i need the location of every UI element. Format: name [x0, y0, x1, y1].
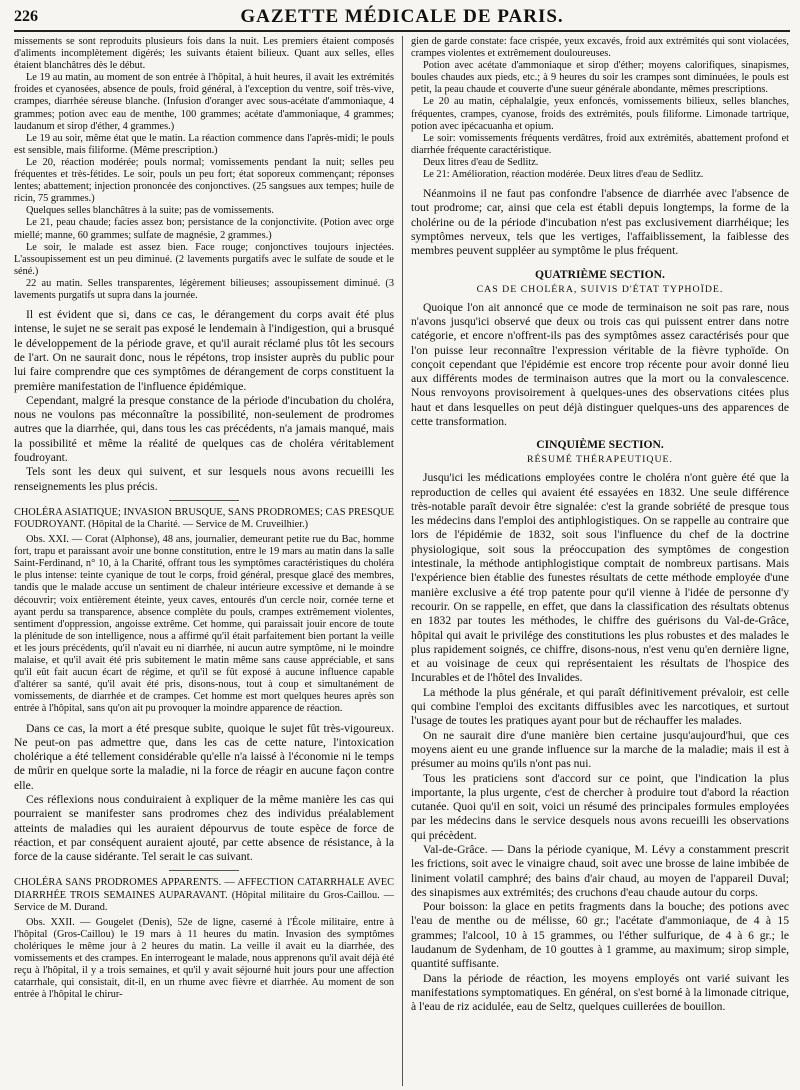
paragraph: Tous les praticiens sont d'accord sur ce point, que l'indication la plus importante, la plus urgente, c'est de chercher à produire tout d'abord la réaction cutanée. Quoi qu'il en soit, voici un résumé des principales formules employées par les médecins dans le service desquels nous avons recueilli les observations qui précèdent. [411, 771, 789, 842]
page-number: 226 [14, 8, 38, 25]
paragraph: Pour boisson: la glace en petits fragments dans la bouche; des potions avec l'eau de menthe ou de mélisse, 60 gr.; l'acétate d'ammoniaque, de 4 à 15 grammes; l'alcool, 10 à 15 grammes, ou l'éther sulfurique, de 4 à 6 gr.; le laudanum de Sydenham, de 10 gouttes à 1 gramme, au maximum; sirop simple, quantité suffisante. [411, 900, 789, 971]
paragraph: Dans ce cas, la mort a été presque subite, quoique le sujet fût très-vigoureux. Ne peut-on pas admettre que, dans les cas de cette nature, l'intoxication cholérique a été tellement considérable qu'elle n'a laissé à l'économie ni le temps de mûrir en quelque sorte la maladie, ni la force de réagir en aucune façon contre elle. [14, 721, 394, 792]
paragraph: Le soir, le malade est assez bien. Face rouge; conjonctives toujours injectées. L'assoupissement est un peu diminué. (2 lavements purgatifs avec le sulfate de soude et le séné.) [14, 241, 394, 277]
paragraph: Obs. XXII. — Gougelet (Denis), 52e de ligne, caserné à l'École militaire, entre à l'hôpital (Gros-Caillou) le 19 mars à 11 heures du matin. Invasion des symptômes cholériques le même jour à 2 heures du matin. La veille il avait eu la diarrhée, des vomissements et des crampes. En interrogeant le malade, nous apprenons qu'il avait déjà été reçu à l'hôpital, il y a trois semaines, et qu'il y avait séjourné huit jours pour une affection catarrhale, qui consistait, dit-il, en un rhume avec fièvre et diarrhée. Au moment de son entrée à l'hôpital le chirur- [14, 916, 394, 1001]
paragraph: Quelques selles blanchâtres à la suite; pas de vomissements. [26, 205, 274, 217]
paragraph: Dans la période de réaction, les moyens employés ont varié suivant les manifestations symptomatiques. En général, on s'est borné à la limonade citrique, à l'eau de riz acidulée, eau de Seltz, quelques cuillerées de bouillon. [411, 971, 789, 1014]
page-header [14, 6, 790, 32]
section-subheading: CAS DE CHOLÉRA, SUIVIS D'ÉTAT TYPHOÏDE. [476, 283, 724, 295]
column-divider [402, 36, 403, 1086]
paragraph: Le 20 au matin, céphalalgie, yeux enfoncés, vomissements bilieux, selles blanches, fréquentes, crampes, cyanose, froids des extrémités, pouls filiforme. Limonade tartrique, potion avec ipécacuanha et opium. [411, 96, 789, 132]
paragraph: Le 21, peau chaude; facies assez bon; persistance de la conjonctivite. (Potion avec orge miellé; manne, 60 grammes; sulfate de magnésie, 2 grammes.) [14, 217, 394, 241]
case-heading: CHOLÉRA SANS PRODROMES APPARENTS. — AFFECTION CATARRHALE AVEC DIARRHÉE TROIS SEMAINES AUPARAVANT. (Hôpital militaire du Gros-Caillou. — Service de M. Durand. [14, 877, 394, 913]
paragraph: Le 20, réaction modérée; pouls normal; vomissements pendant la nuit; selles peu fréquentes et très-fétides. Le soir, pouls un peu fort; état soporeux commençant; réponses lentes; abattement; injection prononcée des conjonctives. (25 sangsues aux tempes; huile de ricin, 75 grammes.) [14, 156, 394, 205]
paragraph: Tels sont les deux qui suivent, et sur lesquels nous avons recueilli les renseignements les plus précis. [14, 465, 394, 493]
paragraph: gien de garde constate: face crispée, yeux excavés, froid aux extrémités qui sont violacées, crampes violentes et extrêmement douloureuses. [411, 36, 789, 60]
paragraph: Ces réflexions nous conduiraient à expliquer de la même manière les cas qui pourraient se manifester sans prodromes chez des individus préalablement atteints de maladies qui les auraient dépourvus de toute espèce de force de réaction, et par conséquent auraient ajouté, par cette absence de résistance, à la force de la cause sidérante. Tel serait le cas suivant. [14, 793, 394, 864]
left-column [14, 36, 394, 1086]
paragraph: Potion avec acétate d'ammoniaque et sirop d'éther; moyens calorifiques, sinapismes, boules chaudes aux pieds, etc.; à 9 heures du soir les crampes sont diminuées, le pouls est petit, la peau chaude et couverte d'une sueur générale abondante, mêmes prescriptions. [411, 60, 789, 96]
paragraph: La méthode la plus générale, et qui paraît définitivement prévaloir, est celle qui combine l'emploi des excitants diffusibles avec les narcotiques, et surtout l'usage de toutes les pratiques ayant pour but de réchauffer les malades. [411, 685, 789, 728]
paragraph: Jusqu'ici les médications employées contre le choléra n'ont guère été que la reproduction de celles qui avaient été essayées en 1832. Une seule différence très-notable paraît devoir être signalée: c'est la grande sobriété de presque tous les médecins dans l'emploi des antiphlogistiques. On se rappelle au contraire que lors de l'épidémie de 1832, soit sous l'influence du chef de la doctrine physiologique, soit sous la préoccupation des symptômes de congestion intestinale, la méthode antiphlogistique comptait de nombreux partisans. Mais l'expérience bien établie des funestes résultats de cette méthode employée d'une manière exclusive a été trop patente pour qu'il vienne à l'idée de personne d'y recourir. On se rappelle, en effet, que dans la classification des résultats obtenus en 1832 par toutes les méthodes, le chiffre des guérisons du Val-de-Grâce, hôpital qui avait le privilége des constitutions les plus robustes et des malades le plus rapidement soignés, ce chiffre, disons-nous, n'est venu qu'en dernière ligne, et au voisinage de ceux qui représentaient les résultats de l'hospice des Incurables et de l'hôtel des Invalides. [411, 471, 789, 685]
paragraph: Cependant, malgré la presque constance de la période d'incubation du choléra, nous ne voulons pas méconnaître la possibilité, non-seulement de prodromes autres que la diarrhée, qui, dans tous les cas précédents, n'a jamais manqué, mais la possibilité et même la réalité de quelques cas de choléra véritablement foudroyant. [14, 393, 394, 465]
paragraph: Val-de-Grâce. — Dans la période cyanique, M. Lévy a constamment prescrit les frictions, soit avec le vinaigre chaud, soit avec une brosse de laine imbibée de liniment volatil camphré; des bains d'air chaud, au moyen de l'appareil Duval; des sinapismes aux extrémités; des cruchons d'eau chaude autour du corps. [411, 843, 789, 899]
divider [169, 500, 239, 501]
paragraph: Deux litres d'eau de Sedlitz. [423, 156, 539, 168]
paragraph: Néanmoins il ne faut pas confondre l'absence de diarrhée avec l'absence de tout prodrome; car, ainsi que cela est établi depuis longtemps, la forme de la cholérine ou de la période d'incubation n'est pas exclusivement diarrhéique; les symptômes nerveux, tels que les vertiges, l'affaiblissement, la faiblesse des membres peuvent suppléer au symptôme le plus fréquent. [411, 187, 789, 258]
paragraph: Le 19 au matin, au moment de son entrée à l'hôpital, à huit heures, il avait les extrémités froides et cyanosées, absence de pouls, froid général, à l'exception du ventre, soif très-vive, crampes, diarrhée séreuse blanche. (Infusion d'oranger avec sous-acétate d'ammoniaque, 4 grammes; potion avec eau de menthe, 100 grammes; acétate d'ammoniaque, 4 grammes; laudanum et sirop d'éther, 4 grammes.) [14, 72, 394, 132]
paragraph: Le 19 au soir, même état que le matin. La réaction commence dans l'après-midi; le pouls est sensible, mais filiforme. (Même prescription.) [14, 132, 394, 156]
paragraph: Le soir: vomissements fréquents verdâtres, froid aux extrémités, abattement profond et diarrhée fréquente caractéristique. [411, 132, 789, 156]
section-heading: CINQUIÈME SECTION. [536, 438, 664, 452]
paragraph: Le 21: Amélioration, réaction modérée. Deux litres d'eau de Sedlitz. [423, 169, 704, 181]
case-heading: CHOLÉRA ASIATIQUE; INVASION BRUSQUE, SANS PRODROMES; CAS PRESQUE FOUDROYANT. (Hôpital de la Charité. — Service de M. Cruveilhier.) [14, 506, 394, 531]
paragraph: Obs. XXI. — Corat (Alphonse), 48 ans, journalier, demeurant petite rue du Bac, homme fort, trapu et paraissant avoir une bonne constitution, entre le 19 mars au matin dans la salle Saint-Ferdinand, n° 10, à la Charité, offrant tous les symptômes caractéristiques du choléra le plus intense: teinte cyanique de tout le corps, froid général, presque glacé des membres, tandis que le malade accuse un sentiment de chaleur intérieure excessive et demande à se découvrir; voix entièrement éteinte, yeux caves, entourés d'un cercle noir, cornée terne et ayant perdu sa transparence, absence complète du pouls, crampes extrêmement violentes, sentiment d'oppression, angoisse extrême. Cet homme, qui paraissait jouir encore de toute la plénitude de son intelligence, nous a affirmé qu'il était parfaitement bien portant la veille et les jours précédents, qu'il n'avait eu ni diarrhée, ni aucun autre symptôme, ni le moindre malaise, et qu'il avait été pris subitement le matin même sans cause appréciable, et sans qu'il eût fait aucun écart de régime, et qu'il se fût exposé à aucune influence capable d'altérer sa santé, qu'il avait été pris, disons-nous, tout à coup et simultanément de vomissements, de diarrhée et de crampes. Cet homme est mort quelques heures après son entrée à l'hôpital, sans qu'on ait pu provoquer la moindre apparence de réaction. [14, 534, 394, 715]
journal-title: GAZETTE MÉDICALE DE PARIS. [240, 6, 564, 27]
right-column [411, 36, 789, 1086]
section-heading: QUATRIÈME SECTION. [535, 267, 665, 281]
paragraph: missements se sont reproduits plusieurs fois dans la nuit. Les premiers étaient composés d'aliments incomplètement digérés; les suivants étaient bilieux. Quant aux selles, elles étaient blanchâtres dès le début. [14, 36, 394, 72]
paragraph: Il est évident que si, dans ce cas, le dérangement du corps avait été plus intense, le sujet ne se serait pas exposé le lendemain à l'indigestion, qui a brusqué le développement de la période grave, et qu'il aurait réclamé plus tôt les secours de l'art. On ne saurait donc, nous le répétons, trop insister auprès du public pour lui faire comprendre que ces symptômes de dérangement de corps constituent la première manifestation de l'influence épidémique. [14, 308, 394, 393]
paragraph: Quoique l'on ait annoncé que ce mode de terminaison ne soit pas rare, nous n'avons jusqu'ici observé que deux ou trois cas qui puissent entrer dans notre catégorie, et encore n'offrent-ils pas des symptômes assez caractérisés pour que l'on puisse leur reconnaître l'expression véritable de la fièvre typhoïde. On conçoit cependant que l'épidémie est encore trop récente pour avoir donné lieu aux différents modes de terminaison autres que la mort ou la convalescence. Nous renvoyons provisoirement à quelques-unes des observations citées plus haut et dans lesquelles on peut déjà distinguer quelques-uns des apparences de cette transformation. [411, 300, 789, 428]
divider [169, 870, 239, 871]
paragraph: 22 au matin. Selles transparentes, légèrement bilieuses; assoupissement diminué. (3 lavements purgatifs ut supra dans la journée. [14, 277, 394, 301]
section-subheading: RÉSUMÉ THÉRAPEUTIQUE. [526, 454, 673, 466]
paragraph: On ne saurait dire d'une manière bien certaine jusqu'aujourd'hui, que ces moyens aient eu une grande influence sur la marche de la maladie; mais il est à présumer au moins qu'ils n'ont pas nui. [411, 728, 789, 771]
